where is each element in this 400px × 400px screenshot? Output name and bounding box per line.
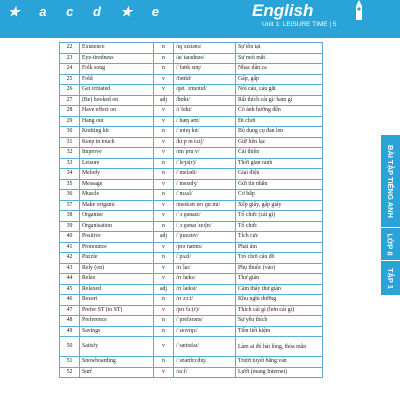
cell-word: Make origami <box>80 200 154 211</box>
cell-pos: v <box>154 242 174 253</box>
side-tab <box>381 135 400 295</box>
cell-meaning: Làm ai đó hài lòng, thỏa mãn <box>236 337 323 357</box>
cell-num: 22 <box>60 43 80 54</box>
cell-meaning: Sự yêu thích <box>236 316 323 327</box>
cell-num: 35 <box>60 179 80 190</box>
table-row <box>60 200 323 211</box>
cell-num: 37 <box>60 200 80 211</box>
table-row <box>60 106 323 117</box>
table-row <box>60 242 323 253</box>
cell-num: 52 <box>60 367 80 378</box>
cell-pos: v <box>154 179 174 190</box>
table-row <box>60 367 323 378</box>
cell-pos: n <box>154 357 174 368</box>
cell-ipa: /ˈfəʊk sɒŋ/ <box>174 64 236 75</box>
table-row <box>60 211 323 222</box>
cell-ipa: /hʊkt/ <box>174 95 236 106</box>
table-row <box>60 284 323 295</box>
cell-ipa: /ˌɔːɡənaɪˈzeɪʃn/ <box>174 221 236 232</box>
cell-pos: v <box>154 367 174 378</box>
cell-pos: n <box>154 326 174 337</box>
cell-pos: v <box>154 337 174 357</box>
cell-pos: n <box>154 64 174 75</box>
cell-meaning: Sự mỏi mắt <box>236 53 323 64</box>
cell-word: Relaxed <box>80 284 154 295</box>
cell-word: Prefer ST (to ST) <box>80 305 154 316</box>
cell-meaning: Giữ liên lạc <box>236 137 323 148</box>
cell-ipa: /rɪˈlaɪ/ <box>174 263 236 274</box>
cell-meaning: Nổi cáu, cáu gắt <box>236 85 323 96</box>
cell-num: 48 <box>60 316 80 327</box>
cell-ipa: /ˈpʌzl/ <box>174 253 236 264</box>
cell-ipa: /sɜːf/ <box>174 367 236 378</box>
cell-ipa: /rɪˈlækst/ <box>174 284 236 295</box>
table-row <box>60 295 323 306</box>
cell-num: 46 <box>60 295 80 306</box>
cell-ipa: /rɪˈzɔːt/ <box>174 295 236 306</box>
table-row <box>60 221 323 232</box>
cell-num: 29 <box>60 116 80 127</box>
cell-num: 27 <box>60 95 80 106</box>
cell-meaning: Lướt (mang Internet) <box>236 367 323 378</box>
cell-pos: v <box>154 305 174 316</box>
brand-title: English <box>252 1 314 20</box>
cell-pos: n <box>154 53 174 64</box>
table-row <box>60 263 323 274</box>
cell-meaning: Thư giãn <box>236 274 323 285</box>
table-row <box>60 116 323 127</box>
cell-ipa: /ˈɔːɡənaɪz/ <box>174 211 236 222</box>
cell-num: 49 <box>60 326 80 337</box>
cell-meaning: Trượt tuyết bằng ván <box>236 357 323 368</box>
cell-meaning: Cải thiện <box>236 148 323 159</box>
cell-pos: v <box>154 274 174 285</box>
cell-num: 31 <box>60 137 80 148</box>
cell-ipa: /meɪkəʊ ɒrɪˈɡɑːmi/ <box>174 200 236 211</box>
cell-word: Improve <box>80 148 154 159</box>
cell-word: Puzzle <box>80 253 154 264</box>
cell-meaning: Rất thích cái gì/ ham gì <box>236 95 323 106</box>
cell-meaning: Tổ chức (cái gì) <box>236 211 323 222</box>
table-row <box>60 127 323 138</box>
cell-meaning: Sự tồn tại <box>236 43 323 54</box>
cell-word: Message <box>80 179 154 190</box>
cell-meaning: Tiền tiết kiệm <box>236 326 323 337</box>
cell-word: Satisfy <box>80 337 154 357</box>
cell-ipa: /ɪˈfekt/ <box>174 106 236 117</box>
cell-word: Existence <box>80 43 154 54</box>
cell-pos: v <box>154 85 174 96</box>
cell-num: 32 <box>60 148 80 159</box>
cell-num: 36 <box>60 190 80 201</box>
cell-meaning: Khu nghỉ dưỡng <box>236 295 323 306</box>
cell-meaning: Phụ thuộc (vào) <box>236 263 323 274</box>
side-tab-volume: TẬP 1 <box>386 267 395 289</box>
cell-pos: v <box>154 116 174 127</box>
table-row <box>60 357 323 368</box>
cell-ipa: /fəʊld/ <box>174 74 236 85</box>
table-row <box>60 169 323 180</box>
cell-word: Muscle <box>80 190 154 201</box>
cell-meaning: Thời gian rảnh <box>236 158 323 169</box>
cell-pos: v <box>154 106 174 117</box>
table-row <box>60 274 323 285</box>
cell-num: 39 <box>60 221 80 232</box>
cell-word: Surf <box>80 367 154 378</box>
cell-num: 30 <box>60 127 80 138</box>
cell-word: Relax <box>80 274 154 285</box>
cell-meaning: Tổ chức <box>236 221 323 232</box>
cell-meaning: Tích cực <box>236 232 323 243</box>
cell-pos: adj <box>154 232 174 243</box>
cell-pos: adj <box>154 284 174 295</box>
table-row <box>60 337 323 357</box>
unit-label: Unit 1: LEISURE TIME | 5 <box>262 21 337 28</box>
table-row <box>60 253 323 264</box>
cell-ipa: /ˈmʌsl/ <box>174 190 236 201</box>
header-letters: ★ a c d ★ e <box>8 4 167 19</box>
cell-meaning: Xếp giấy, gấp giấy <box>236 200 323 211</box>
table-row <box>60 95 323 106</box>
cell-word: Hang out <box>80 116 154 127</box>
cell-ipa: /ɪmˈpruːv/ <box>174 148 236 159</box>
cell-word: Organisation <box>80 221 154 232</box>
cell-word: Folk song <box>80 64 154 75</box>
cell-pos: v <box>154 148 174 159</box>
cell-ipa: /ˈnɪtɪŋ kɪt/ <box>174 127 236 138</box>
table-row <box>60 232 323 243</box>
table-row <box>60 53 323 64</box>
cell-word: Melody <box>80 169 154 180</box>
cell-pos: n <box>154 253 174 264</box>
cell-num: 45 <box>60 284 80 295</box>
cell-word: Get irritated <box>80 85 154 96</box>
cell-num: 28 <box>60 106 80 117</box>
cell-ipa: /ˈhæŋ aʊt/ <box>174 116 236 127</box>
cell-meaning: Phát âm <box>236 242 323 253</box>
table-row <box>60 158 323 169</box>
cell-word: Fold <box>80 74 154 85</box>
cell-word: Snowboarding <box>80 357 154 368</box>
cell-ipa: /prəˈnaʊns/ <box>174 242 236 253</box>
cell-word: Resort <box>80 295 154 306</box>
side-tab-grade: LỚP 8 <box>386 232 396 256</box>
cell-word: Pronounce <box>80 242 154 253</box>
cell-meaning: Có ảnh hưởng đến <box>236 106 323 117</box>
cell-word: Have effect on <box>80 106 154 117</box>
cell-word: (Be) hooked on <box>80 95 154 106</box>
cell-pos: n <box>154 127 174 138</box>
cell-pos: adj <box>154 95 174 106</box>
cell-num: 44 <box>60 274 80 285</box>
cell-meaning: Đi chơi <box>236 116 323 127</box>
cell-meaning: Thích cái gì (hơn cái gì) <box>236 305 323 316</box>
cell-ipa: /ˈleʒə(r)/ <box>174 158 236 169</box>
cell-meaning: Gấp, gấp <box>236 74 323 85</box>
cell-meaning: Giai điệu <box>236 169 323 180</box>
cell-pos: n <box>154 43 174 54</box>
cell-word: Rely (on) <box>80 263 154 274</box>
cell-ipa: /prɪˈfɜː(r)/ <box>174 305 236 316</box>
table-row <box>60 190 323 201</box>
cell-pos: n <box>154 221 174 232</box>
cell-num: 43 <box>60 263 80 274</box>
cell-num: 50 <box>60 337 80 357</box>
cell-ipa: /ˈmelədi/ <box>174 169 236 180</box>
cell-num: 23 <box>60 53 80 64</box>
cell-meaning: Cảm thấy thư giãn <box>236 284 323 295</box>
cell-word: Keep in touch <box>80 137 154 148</box>
table-row <box>60 85 323 96</box>
cell-word: Eye-tiredness <box>80 53 154 64</box>
cell-meaning: Cơ bắp <box>236 190 323 201</box>
cell-ipa: /ˈsnəʊbɔːdɪŋ/ <box>174 357 236 368</box>
cell-word: Positive <box>80 232 154 243</box>
cell-word: Savings <box>80 326 154 337</box>
cell-pos: v <box>154 137 174 148</box>
side-tab-title: BÀI TẬP TIẾNG ANH <box>386 144 396 218</box>
cell-word: Preference <box>80 316 154 327</box>
cell-ipa: /aɪˈtaɪədnəs/ <box>174 53 236 64</box>
cell-num: 47 <box>60 305 80 316</box>
table-row <box>60 179 323 190</box>
cell-meaning: Nhạc dân ca <box>236 64 323 75</box>
cell-meaning: Gửi tin nhắn <box>236 179 323 190</box>
cell-ipa: /ˈprefərəns/ <box>174 316 236 327</box>
table-row <box>60 316 323 327</box>
cell-meaning: Trò chơi câu đố <box>236 253 323 264</box>
cell-ipa: /ˈsætɪsfaɪ/ <box>174 337 236 357</box>
cell-ipa: /rɪˈlæks/ <box>174 274 236 285</box>
cell-word: Organise <box>80 211 154 222</box>
cell-pos: v <box>154 74 174 85</box>
cell-meaning: Bộ dụng cụ đan len <box>236 127 323 138</box>
cell-num: 24 <box>60 64 80 75</box>
cell-word: Leisure <box>80 158 154 169</box>
cell-pos: n <box>154 190 174 201</box>
cell-ipa: /ˈseɪvɪŋz/ <box>174 326 236 337</box>
vocabulary-table <box>59 42 323 378</box>
cell-num: 41 <box>60 242 80 253</box>
cell-ipa: /kiːp ɪn tʌtʃ/ <box>174 137 236 148</box>
table-row <box>60 74 323 85</box>
cell-pos: n <box>154 158 174 169</box>
cell-num: 26 <box>60 85 80 96</box>
cell-num: 38 <box>60 211 80 222</box>
cell-ipa: /ˈpɒzətɪv/ <box>174 232 236 243</box>
cell-pos: n <box>154 295 174 306</box>
cell-num: 42 <box>60 253 80 264</box>
cell-ipa: /ɡet ˈɪrɪteɪtɪd/ <box>174 85 236 96</box>
cell-pos: v <box>154 211 174 222</box>
header-banner <box>0 0 400 38</box>
cell-pos: v <box>154 263 174 274</box>
cell-pos: n <box>154 169 174 180</box>
table-row <box>60 137 323 148</box>
table-row <box>60 148 323 159</box>
cell-num: 33 <box>60 158 80 169</box>
cell-num: 40 <box>60 232 80 243</box>
cell-num: 51 <box>60 357 80 368</box>
big-ben-icon <box>352 0 366 20</box>
table-row <box>60 326 323 337</box>
cell-num: 34 <box>60 169 80 180</box>
cell-word: Knitting kit <box>80 127 154 138</box>
cell-ipa: /ˈmesɪdʒ/ <box>174 179 236 190</box>
table-row <box>60 305 323 316</box>
table-row <box>60 64 323 75</box>
cell-pos: v <box>154 200 174 211</box>
table-row <box>60 43 323 54</box>
cell-num: 25 <box>60 74 80 85</box>
cell-ipa: /ɪɡˈzɪstəns/ <box>174 43 236 54</box>
cell-pos: n <box>154 316 174 327</box>
